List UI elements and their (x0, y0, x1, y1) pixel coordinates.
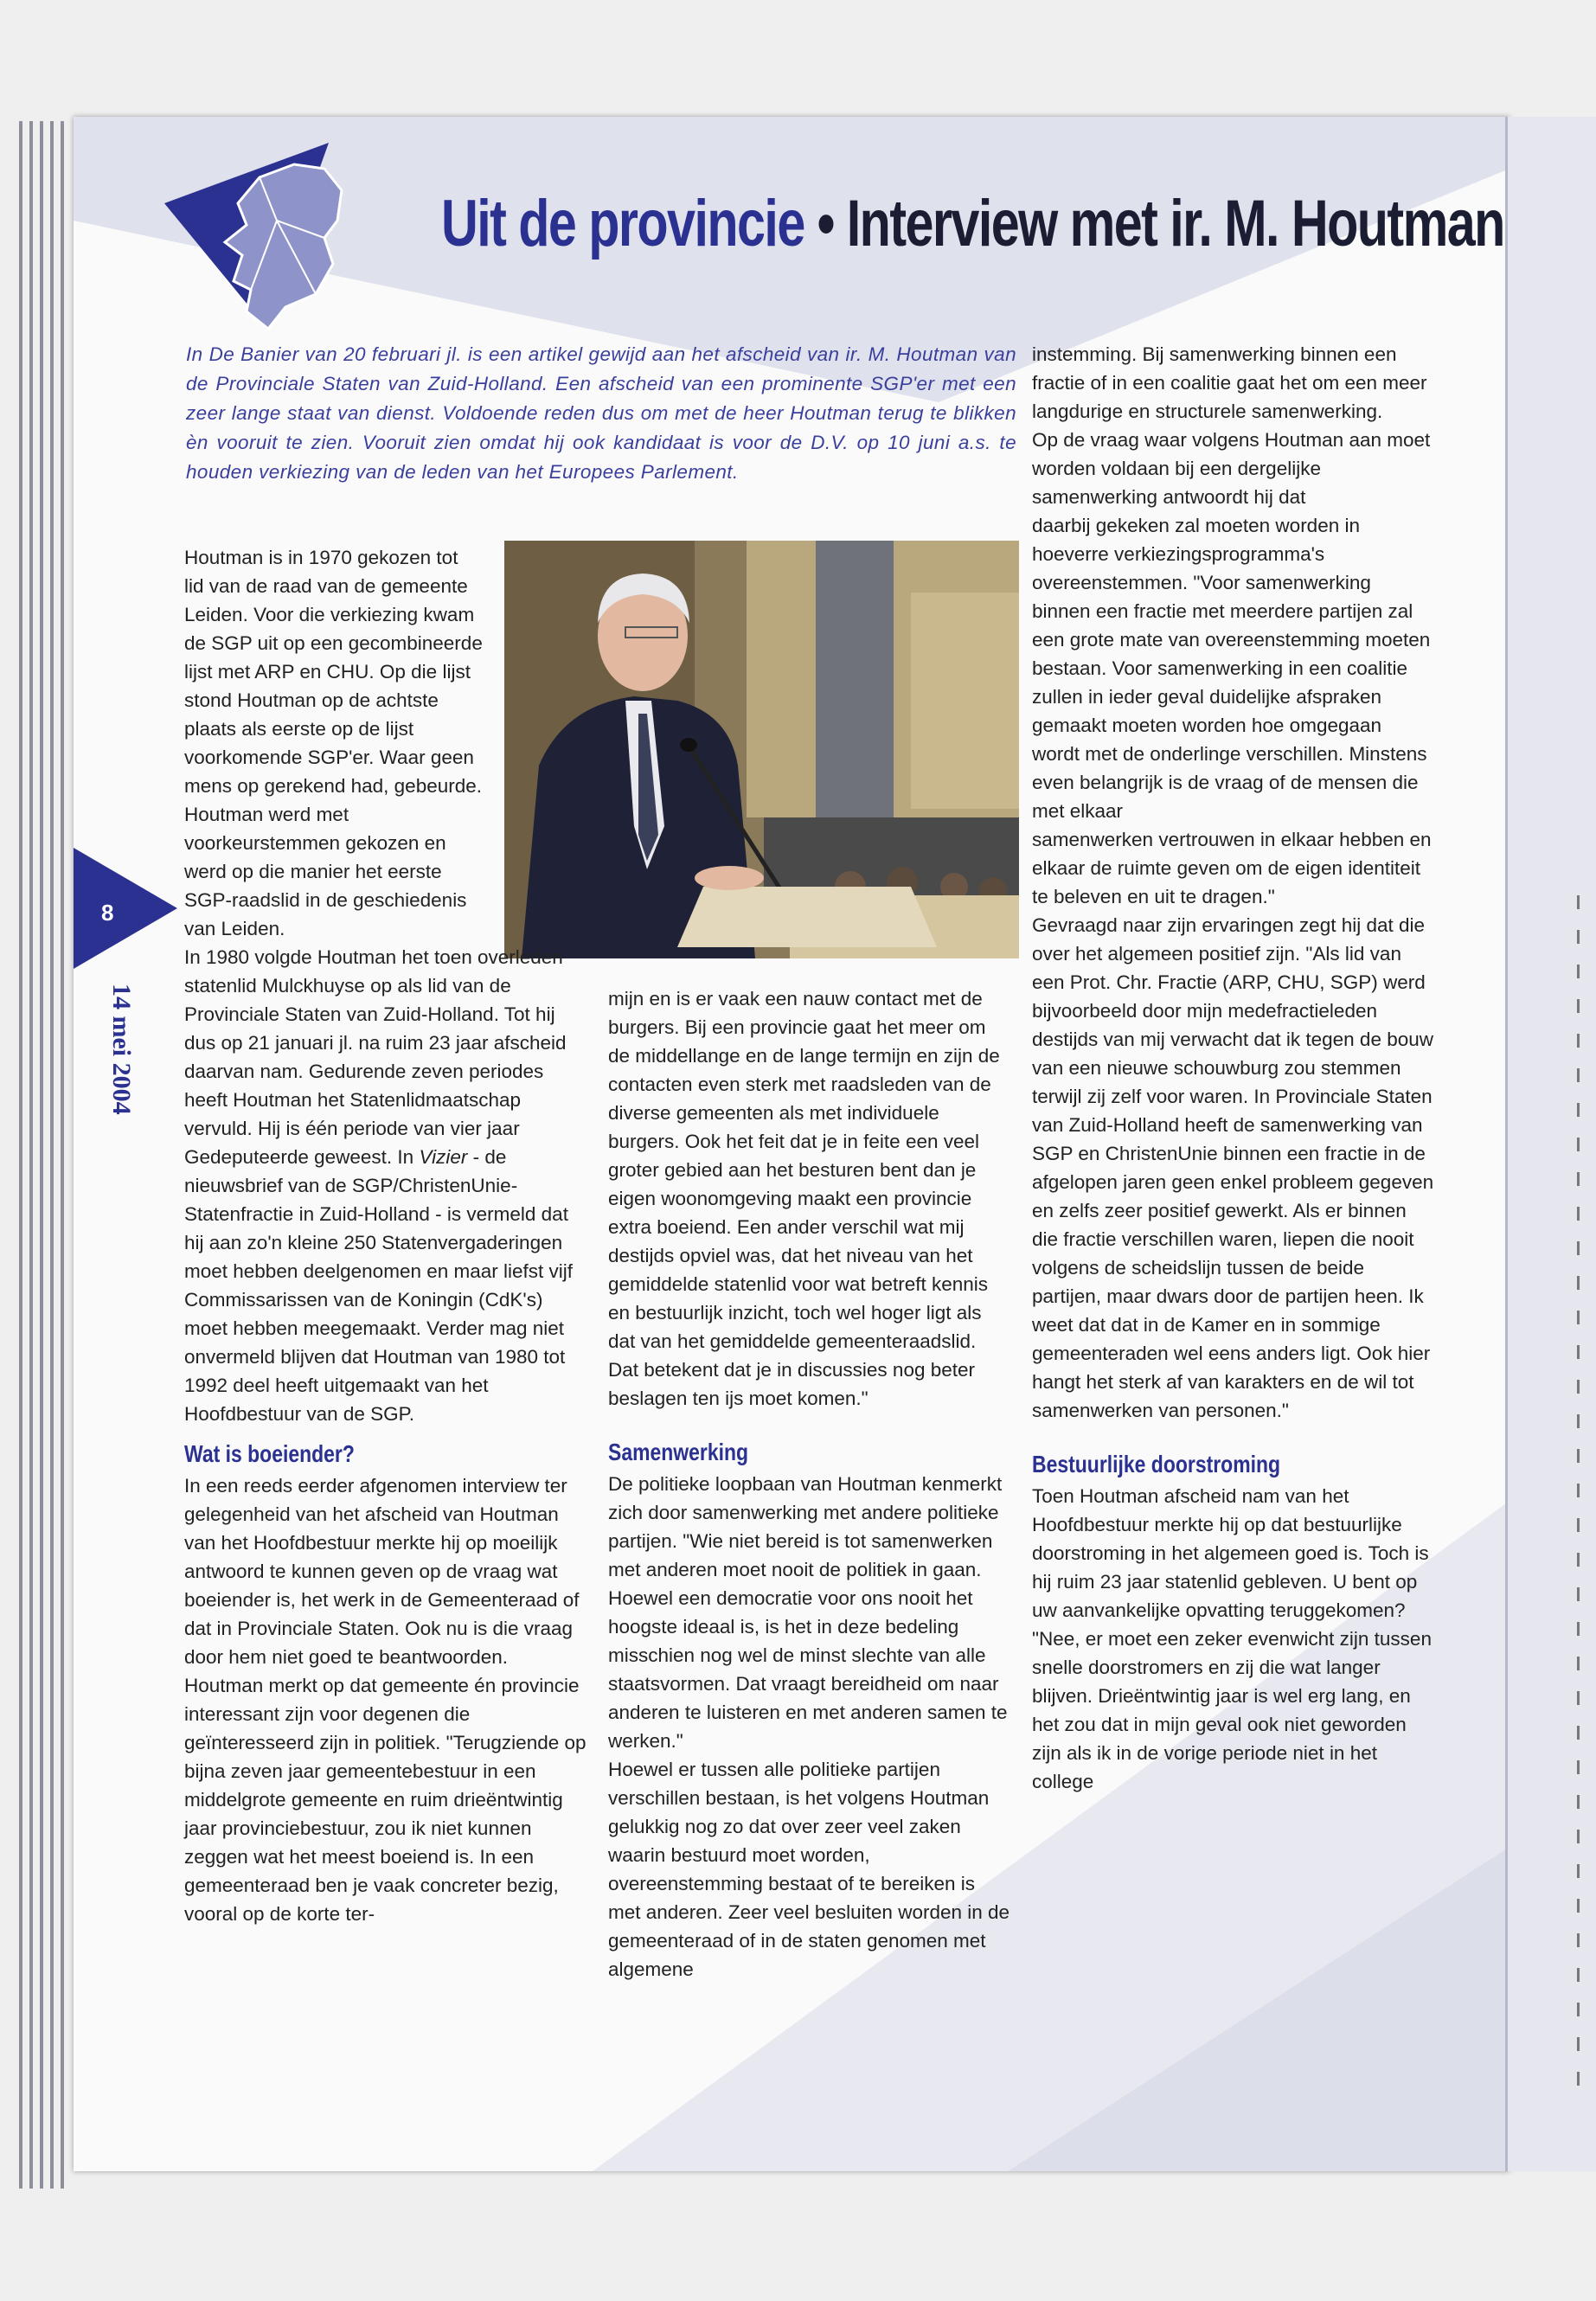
paragraph: mijn en is er vaak een nauw contact met de burgers. Bij een provincie gaat het meer om de middellange en de lange termijn en zijn de contacten even sterk met raadsleden van de diverse gemeenten als met individuele burgers. Ook het feit dat je in feite een veel groter gebied aan het besturen bent dan je eigen woonomgeving maakt een provincie extra boeiend. Een ander verschil wat mij destijds opviel was, dat het niveau van het gemiddelde statenlid voor wat betreft kennis en bestuurlijk inzicht, toch wel hoger ligt als dat van het gemiddelde gemeenteraadslid. Dat betekent dat je in discussies nog beter beslagen ten ijs moet komen." (608, 988, 1000, 1409)
paragraph: In een reeds eerder afgenomen interview ter gelegenheid van het afscheid van Houtman van het Hoofdbestuur merkte hij op moeilijk antwoord te kunnen geven op de vraag wat boeiender is, het werk in de Gemeenteraad of dat in Provinciale Staten. Ook nu is die vraag door hem niet goed te beantwoorden. Houtman merkt op dat gemeente én provincie interessant zijn voor degenen die geïnteresseerd zijn in politiek. "Terugziende op bijna zeven jaar gemeentebestuur in een middelgrote gemeente en ruim drieëntwintig jaar provinciebestuur, zou ik niet kunnen zeggen wat het meest boeiend is. In een gemeenteraad ben je vaak concreter bezig, vooral op de korte ter- (184, 1475, 586, 1925)
section-heading: Bestuurlijke doorstroming (1032, 1451, 1281, 1477)
paragraph: Houtman is in 1970 gekozen tot lid van de raad van de gemeente Leiden. Voor die verkiezing kwam de SGP uit op een gecombineerde lijst met ARP en CHU. Op die lijst stond Houtman op de achtste plaats als eerste op de lijst voorkomende SGP'er. Waar geen mens op gerekend had, gebeurde. Houtman werd met voorkeurstemmen gekozen en werd op die manier het eerste SGP-raadslid in de geschiedenis van Leiden. (184, 547, 483, 939)
paragraph: daarbij gekeken zal moeten worden in hoeverre verkiezingsprogramma's overeenstemmen. "Voor samenwerking binnen een fractie met meerdere partijen zal een grote mate van overeenstemming moeten bestaan. Voor samenwerking in een coalitie zullen in ieder geval duidelijke afspraken gemaakt moeten worden hoe omgegaan wordt met de onderlinge verschillen. Minstens even belangrijk is de vraag of de mensen die met elkaar (1032, 515, 1431, 822)
magazine-page (74, 117, 1509, 2171)
page-number: 8 (101, 900, 114, 926)
paragraph: samenwerken vertrouwen in elkaar hebben en elkaar de ruimte geven om de eigen identiteit te beleven en uit te dragen." (1032, 829, 1432, 907)
netherlands-map-logo (164, 143, 389, 342)
paragraph: De politieke loopbaan van Houtman kenmerkt zich door samenwerking met andere politieke partijen. "Wie niet bereid is tot samenwerken met anderen moet nooit de politiek in gaan. Hoewel een democratie voor ons nooit het hoogste ideaal is, is het in deze bedeling misschien nog wel de minst slechte van alle staatsvormen. Dat vraagt bereidheid om naar anderen te luisteren en met anderen samen te werken." (608, 1473, 1008, 1752)
paragraph: Hoewel er tussen alle politieke partijen verschillen bestaan, is het volgens Houtman gelukkig nog zo dat over zeer veel zaken waarin bestuurd moet worden, overeenstemming bestaat of te bereiken is met anderen. Zeer veel besluiten worden in de gemeenteraad of in de staten genomen met algemene (608, 1759, 1010, 1980)
paragraph: Toen Houtman afscheid nam van het Hoofdbestuur merkte hij op dat bestuurlijke doorstroming in het algemeen goed is. Toch is hij ruim 23 jaar statenlid gebleven. U bent op uw aanvankelijke opvatting teruggekomen? "Nee, er moet een zeker evenwicht zijn tussen snelle doorstromers en zij die wat langer blijven. Drieëntwintig jaar is wel erg lang, en het zou dat in mijn geval ook niet geworden zijn als ik in de vorige periode niet in het college (1032, 1485, 1432, 1792)
issue-date: 14 mei 2004 (107, 984, 136, 1115)
paragraph: In 1980 volgde Houtman het toen overleden statenlid Mulckhuyse op als lid van de Provinciale Staten van Zuid-Holland. Tot hij dus op 21 januari jl. na ruim 23 jaar afscheid daarvan nam. Gedurende zeven periodes heeft Houtman het Statenlidmaatschap vervuld. Hij is één periode van vier jaar Gedeputeerde geweest. In Vizier - de nieuwsbrief van de SGP/ChristenUnie-Statenfractie in Zuid-Holland - is vermeld dat hij aan zo'n kleine 250 Statenvergaderingen moet hebben deelgenomen en maar liefst vijf Commissarissen van de Koningin (CdK's) moet hebben meegemaakt. Verder mag niet onvermeld blijven dat Houtman van 1980 tot 1992 deel heeft uitgemaakt van het Hoofdbestuur van de SGP. (184, 946, 574, 1425)
next-page-edge (1505, 117, 1596, 2171)
page-edges (19, 121, 80, 2189)
column-3 (1032, 340, 1434, 1796)
column-2 (608, 984, 1010, 1984)
section-heading: Samenwerking (608, 1439, 749, 1465)
intro-text: In De Banier van 20 februari jl. is een artikel gewijd aan het afscheid van ir. M. Houtman van de Provinciale Staten van Zuid-Holland. Een afscheid van een prominente SGP'er met een zeer lange staat van dienst. Voldoende reden dus om met de heer Houtman terug te blikken èn vooruit te zien. Vooruit zien omdat hij ook kandidaat is voor de D.V. op 10 juni a.s. te houden verkiezing van de leden van het Europees Parlement. (186, 343, 1016, 483)
paragraph: Gevraagd naar zijn ervaringen zegt hij dat die over het algemeen positief zijn. "Als lid van een Prot. Chr. Fractie (ARP, CHU, SGP) werd bijvoorbeeld door mijn medefractieleden destijds van mij verwacht dat ik tegen de bouw van een nieuwe schouwburg zou stemmen terwijl zij zelf voor waren. In Provinciale Staten van Zuid-Holland heeft de samenwerking van SGP en ChristenUnie binnen een fractie in de afgelopen jaren geen enkel probleem gegeven en zelfs zeer positief gewerkt. Als er binnen die fractie verschillen waren, liepen die nooit volgens de scheidslijn tussen de beide partijen, maar dwars door de partijen heen. Ik weet dat dat in de Kamer en in sommige gemeenteraden wel eens anders ligt. Ook hier hangt het sterk af van karakters en de wil tot samenwerken van personen." (1032, 914, 1434, 1421)
paragraph: Op de vraag waar volgens Houtman aan moet worden voldaan bij een dergelijke samenwerking antwoordt hij dat (1032, 429, 1431, 508)
page-number-tab (74, 839, 186, 977)
column-1 (184, 543, 591, 1928)
paragraph: instemming. Bij samenwerking binnen een fractie of in een coalitie gaat het om een meer langdurige en structurele samenwerking. (1032, 343, 1427, 422)
section-heading: Wat is boeiender? (184, 1440, 355, 1467)
page-title: Uit de provincie • Interview met ir. M. Houtman (441, 187, 1504, 260)
